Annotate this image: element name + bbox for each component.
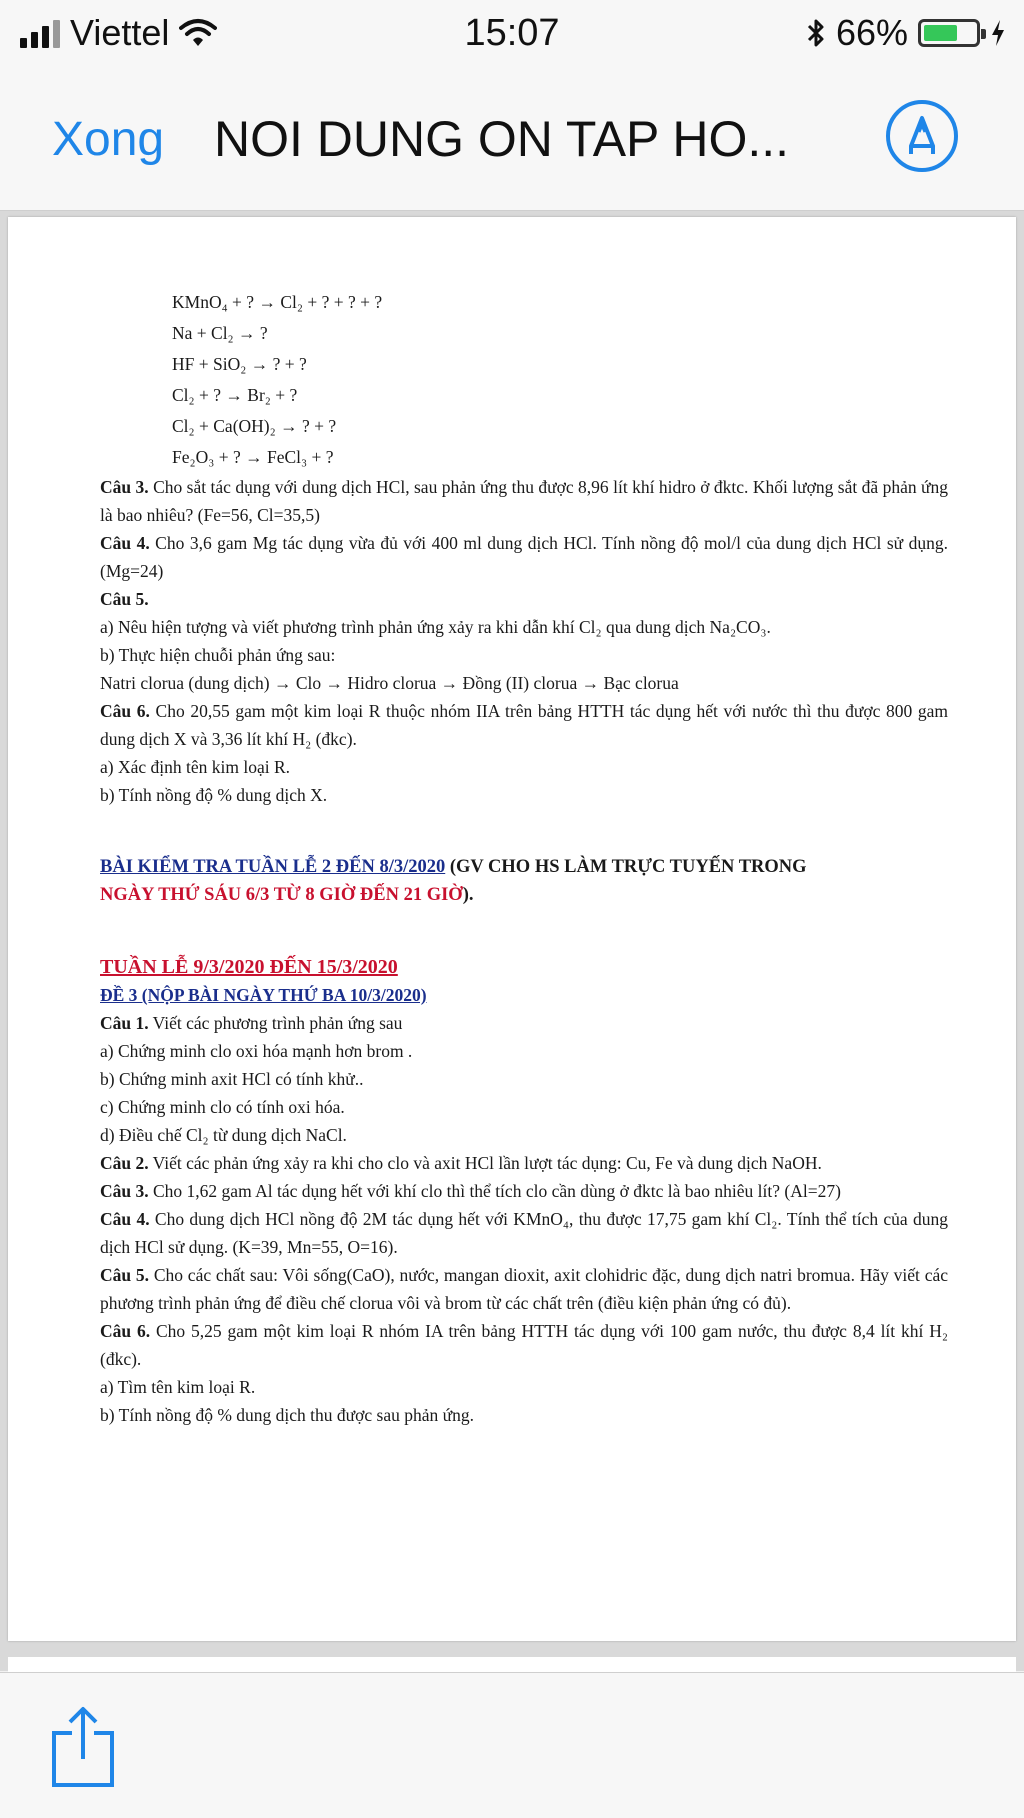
equation-line: Cl₂ + Ca(OH)₂ → ? + ?: [172, 416, 337, 436]
question-text: Cho 3,6 gam Mg tác dụng vừa đủ với 400 ml dung dịch HCl. Tính nồng độ mol/l của dung dịch HCl sử dụng. (Mg=24): [100, 533, 949, 581]
question-paragraph: [100, 1261, 948, 1317]
test-heading-end: ).: [462, 885, 474, 905]
status-bar: [0, 0, 1024, 70]
share-button[interactable]: [48, 1705, 118, 1789]
question-text: a) Nêu hiện tượng và viết phương trình phản ứng xảy ra khi dẫn khí Cl₂ qua dung dịch Na₂CO₃.: [100, 617, 771, 637]
question-text: Cho 5,25 gam một kim loại R nhóm IA trên bảng HTTH tác dụng với 100 gam nước, thu được 8,4 lít khí H₂ (đkc).: [100, 1321, 948, 1369]
document-title: NOI DUNG ON TAP HO...: [214, 111, 790, 167]
exam-heading: ĐỀ 3 (NỘP BÀI NGÀY THỨ BA 10/3/2020): [100, 985, 427, 1005]
question-text: b) Tính nồng độ % dung dịch thu được sau phản ứng.: [100, 1405, 474, 1425]
carrier-name: Viettel: [70, 12, 170, 53]
question-subitem: [100, 669, 948, 697]
markup-button[interactable]: [886, 100, 958, 172]
question-label: Câu 6.: [100, 1321, 151, 1341]
question-subitem: [100, 1037, 948, 1065]
question-label: Câu 1.: [100, 1013, 149, 1033]
question-text: d) Điều chế Cl₂ từ dung dịch NaCl.: [100, 1125, 347, 1145]
question-label: Câu 5.: [100, 589, 149, 609]
question-text: a) Chứng minh clo oxi hóa mạnh hơn brom .: [100, 1041, 413, 1061]
question-label: Câu 5.: [100, 1265, 150, 1285]
document-content: [100, 287, 948, 1429]
markup-icon: [902, 114, 942, 158]
question-text: Cho các chất sau: Vôi sống(CaO), nước, mangan dioxit, axit clohidric đặc, dung dịch natri bromua. Hãy viết các phương trình phản ứng để điều chế clorua vôi và brom từ các chất trên (điều kiện phản ứng có đủ).: [100, 1265, 949, 1313]
question-label: Câu 6.: [100, 701, 150, 721]
question-paragraph: [100, 585, 948, 613]
question-text: c) Chứng minh clo có tính oxi hóa.: [100, 1097, 345, 1117]
question-text: Natri clorua (dung dịch) → Clo → Hidro clorua → Đồng (II) clorua → Bạc clorua: [100, 673, 679, 693]
question-label: Câu 3.: [100, 1181, 149, 1201]
equation-line: Fe₂O₃ + ? → FeCl₃ + ?: [172, 447, 334, 467]
question-text: Cho sắt tác dụng với dung dịch HCl, sau phản ứng thu được 8,96 lít khí hidro ở đktc. Khối lượng sắt đã phản ứng là bao nhiêu? (Fe=56, Cl=35,5): [100, 477, 948, 525]
question-subitem: [100, 753, 948, 781]
question-paragraph: [100, 473, 948, 529]
question-subitem: [100, 1065, 948, 1093]
question-text: b) Tính nồng độ % dung dịch X.: [100, 785, 328, 805]
question-paragraph: [100, 1205, 948, 1261]
question-subitem: [100, 1093, 948, 1121]
test-heading-blue: BÀI KIỂM TRA TUẦN LỄ 2 ĐẾN 8/3/2020: [100, 857, 446, 877]
question-text: Viết các phương trình phản ứng sau: [148, 1013, 403, 1033]
question-paragraph: [100, 1149, 948, 1177]
question-text: a) Xác định tên kim loại R.: [100, 757, 291, 777]
question-subitem: [100, 1373, 948, 1401]
question-text: b) Chứng minh axit HCl có tính khử..: [100, 1069, 364, 1089]
question-subitem: [100, 1401, 948, 1429]
equation-line: HF + SiO₂ → ? + ?: [172, 354, 307, 374]
document-viewer[interactable]: [0, 211, 1024, 1671]
question-paragraph: [100, 1009, 948, 1037]
question-list-2: [100, 1009, 948, 1429]
question-subitem: [100, 641, 948, 669]
bluetooth-icon: [806, 17, 826, 49]
week-heading: TUẦN LỄ 9/3/2020 ĐẾN 15/3/2020: [100, 956, 398, 978]
test-heading-red: NGÀY THỨ SÁU 6/3 TỪ 8 GIỜ ĐẾN 21 GIỜ: [100, 885, 463, 905]
bottom-toolbar: [0, 1672, 1024, 1818]
equation-list: [100, 287, 948, 473]
question-paragraph: [100, 697, 948, 753]
share-icon: [48, 1705, 118, 1789]
question-text: b) Thực hiện chuỗi phản ứng sau:: [100, 645, 336, 665]
nav-bar: [0, 70, 1024, 211]
question-subitem: [100, 781, 948, 809]
question-paragraph: [100, 1317, 948, 1373]
question-subitem: [100, 1121, 948, 1149]
test-heading-black: (GV CHO HS LÀM TRỰC TUYẾN TRONG: [445, 857, 807, 877]
question-list-1: [100, 473, 948, 809]
question-text: Viết các phản ứng xảy ra khi cho clo và axit HCl lần lượt tác dụng: Cu, Fe và dung dịch NaOH.: [148, 1153, 822, 1173]
question-text: Cho 20,55 gam một kim loại R thuộc nhóm IIA trên bảng HTTH tác dụng hết với nước thì thu được 800 gam dung dịch X và 3,36 lít khí H₂ (đkc).: [100, 701, 948, 749]
question-text: a) Tìm tên kim loại R.: [100, 1377, 256, 1397]
equation-line: Cl₂ + ? → Br₂ + ?: [172, 385, 298, 405]
equation-line: Na + Cl₂ → ?: [172, 323, 268, 343]
question-label: Câu 3.: [100, 477, 149, 497]
done-button[interactable]: Xong: [52, 113, 165, 166]
question-text: Cho 1,62 gam Al tác dụng hết với khí clo thì thể tích clo cần dùng ở đktc là bao nhiêu lít? (Al=27): [148, 1181, 841, 1201]
charging-icon: [990, 19, 1006, 47]
question-label: Câu 4.: [100, 533, 150, 553]
question-paragraph: [100, 529, 948, 585]
test-heading: [100, 853, 948, 909]
question-label: Câu 2.: [100, 1153, 149, 1173]
question-paragraph: [100, 1177, 948, 1205]
question-label: Câu 4.: [100, 1209, 150, 1229]
question-subitem: [100, 613, 948, 641]
battery-percent: 66%: [835, 12, 908, 53]
clock: 15:07: [464, 12, 560, 54]
equation-line: KMnO₄ + ? → Cl₂ + ? + ? + ?: [172, 292, 383, 312]
document-page: [8, 217, 1016, 1641]
battery-icon: [918, 19, 980, 47]
question-text: Cho dung dịch HCl nồng độ 2M tác dụng hết với KMnO₄, thu được 17,75 gam khí Cl₂. Tính thể tích của dung dịch HCl sử dụng. (K=39, Mn=55, O=16).: [100, 1209, 948, 1257]
